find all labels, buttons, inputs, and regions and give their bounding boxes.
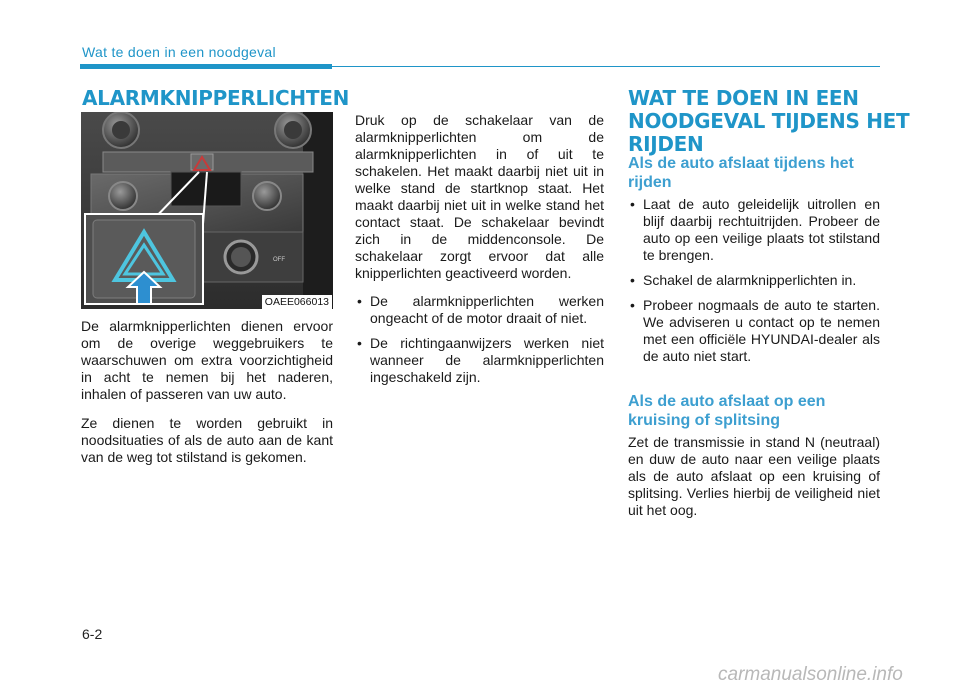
list-item: • De richtingaanwijzers werken niet wanneer de alarmknipperlichten ingeschakeld zijn. xyxy=(355,335,604,386)
list-item: • Probeer nogmaals de auto te starten. We adviseren u contact op te nemen met een officiële HYUNDAI-dealer als de auto niet start. xyxy=(628,297,880,365)
right-heading-line-2: NOODGEVAL TIJDENS HET xyxy=(628,109,910,133)
middle-paragraph-1: Druk op de schakelaar van de alarmknipperlichten om de alarmknipperlichten in of uit te schakelen. Het maakt daarbij niet uit in welke stand de startknop staat. Het maakt daarbij niet uit in welke stand het contact staat. De schakelaar bevindt zich in de middenconsole. De schakelaar zorgt ervoor dat alle knipperlichten geactiveerd worden. xyxy=(355,112,604,281)
list-item: • De alarmknipperlichten werken ongeacht of de motor draait of niet. xyxy=(355,293,604,327)
right-heading-line-1: WAT TE DOEN IN EEN xyxy=(628,86,859,110)
header-rule xyxy=(332,66,880,67)
page-number: 6-2 xyxy=(82,626,103,642)
dashboard-illustration xyxy=(81,112,333,309)
left-heading: ALARMKNIPPERLICHTEN xyxy=(82,86,350,110)
list-item: • Schakel de alarmknipperlichten in. xyxy=(628,272,880,289)
left-paragraph-2: Ze dienen te worden gebruikt in noodsituaties of als de auto aan de kant van de weg tot stilstand is gekomen. xyxy=(81,415,333,465)
watermark: carmanualsonline.info xyxy=(718,664,903,685)
hazard-switch-figure xyxy=(81,112,333,309)
panel-label: OFF xyxy=(273,257,285,263)
header-accent-bar xyxy=(80,64,332,69)
right-subheading-2: Als de auto afslaat op een kruising of splitsing xyxy=(628,393,826,429)
right-subheading-1: Als de auto afslaat tijdens het rijden xyxy=(628,155,854,191)
right-heading-line-3: RIJDEN xyxy=(628,132,704,156)
left-paragraph-1: De alarmknipperlichten dienen ervoor om de overige weggebruikers te waarschuwen om extra voorzichtigheid in acht te nemen bij het naderen, inhalen of passeren van uw auto. xyxy=(81,318,333,402)
section-header-title: Wat te doen in een noodgeval xyxy=(82,44,276,60)
list-item: • Laat de auto geleidelijk uitrollen en blijf daarbij rechtuitrijden. Probeer de auto op een veilige plaats tot stilstand te brengen. xyxy=(628,196,880,264)
figure-caption: OAEE066013 xyxy=(262,295,332,309)
middle-bullet-list xyxy=(355,293,604,394)
right-bullet-list xyxy=(628,196,880,373)
right-paragraph-1: Zet de transmissie in stand N (neutraal) en duw de auto naar een veilige plaats als de auto afslaat op een kruising of splitsing. Verlies hierbij de veiligheid niet uit het oog. xyxy=(628,434,880,518)
